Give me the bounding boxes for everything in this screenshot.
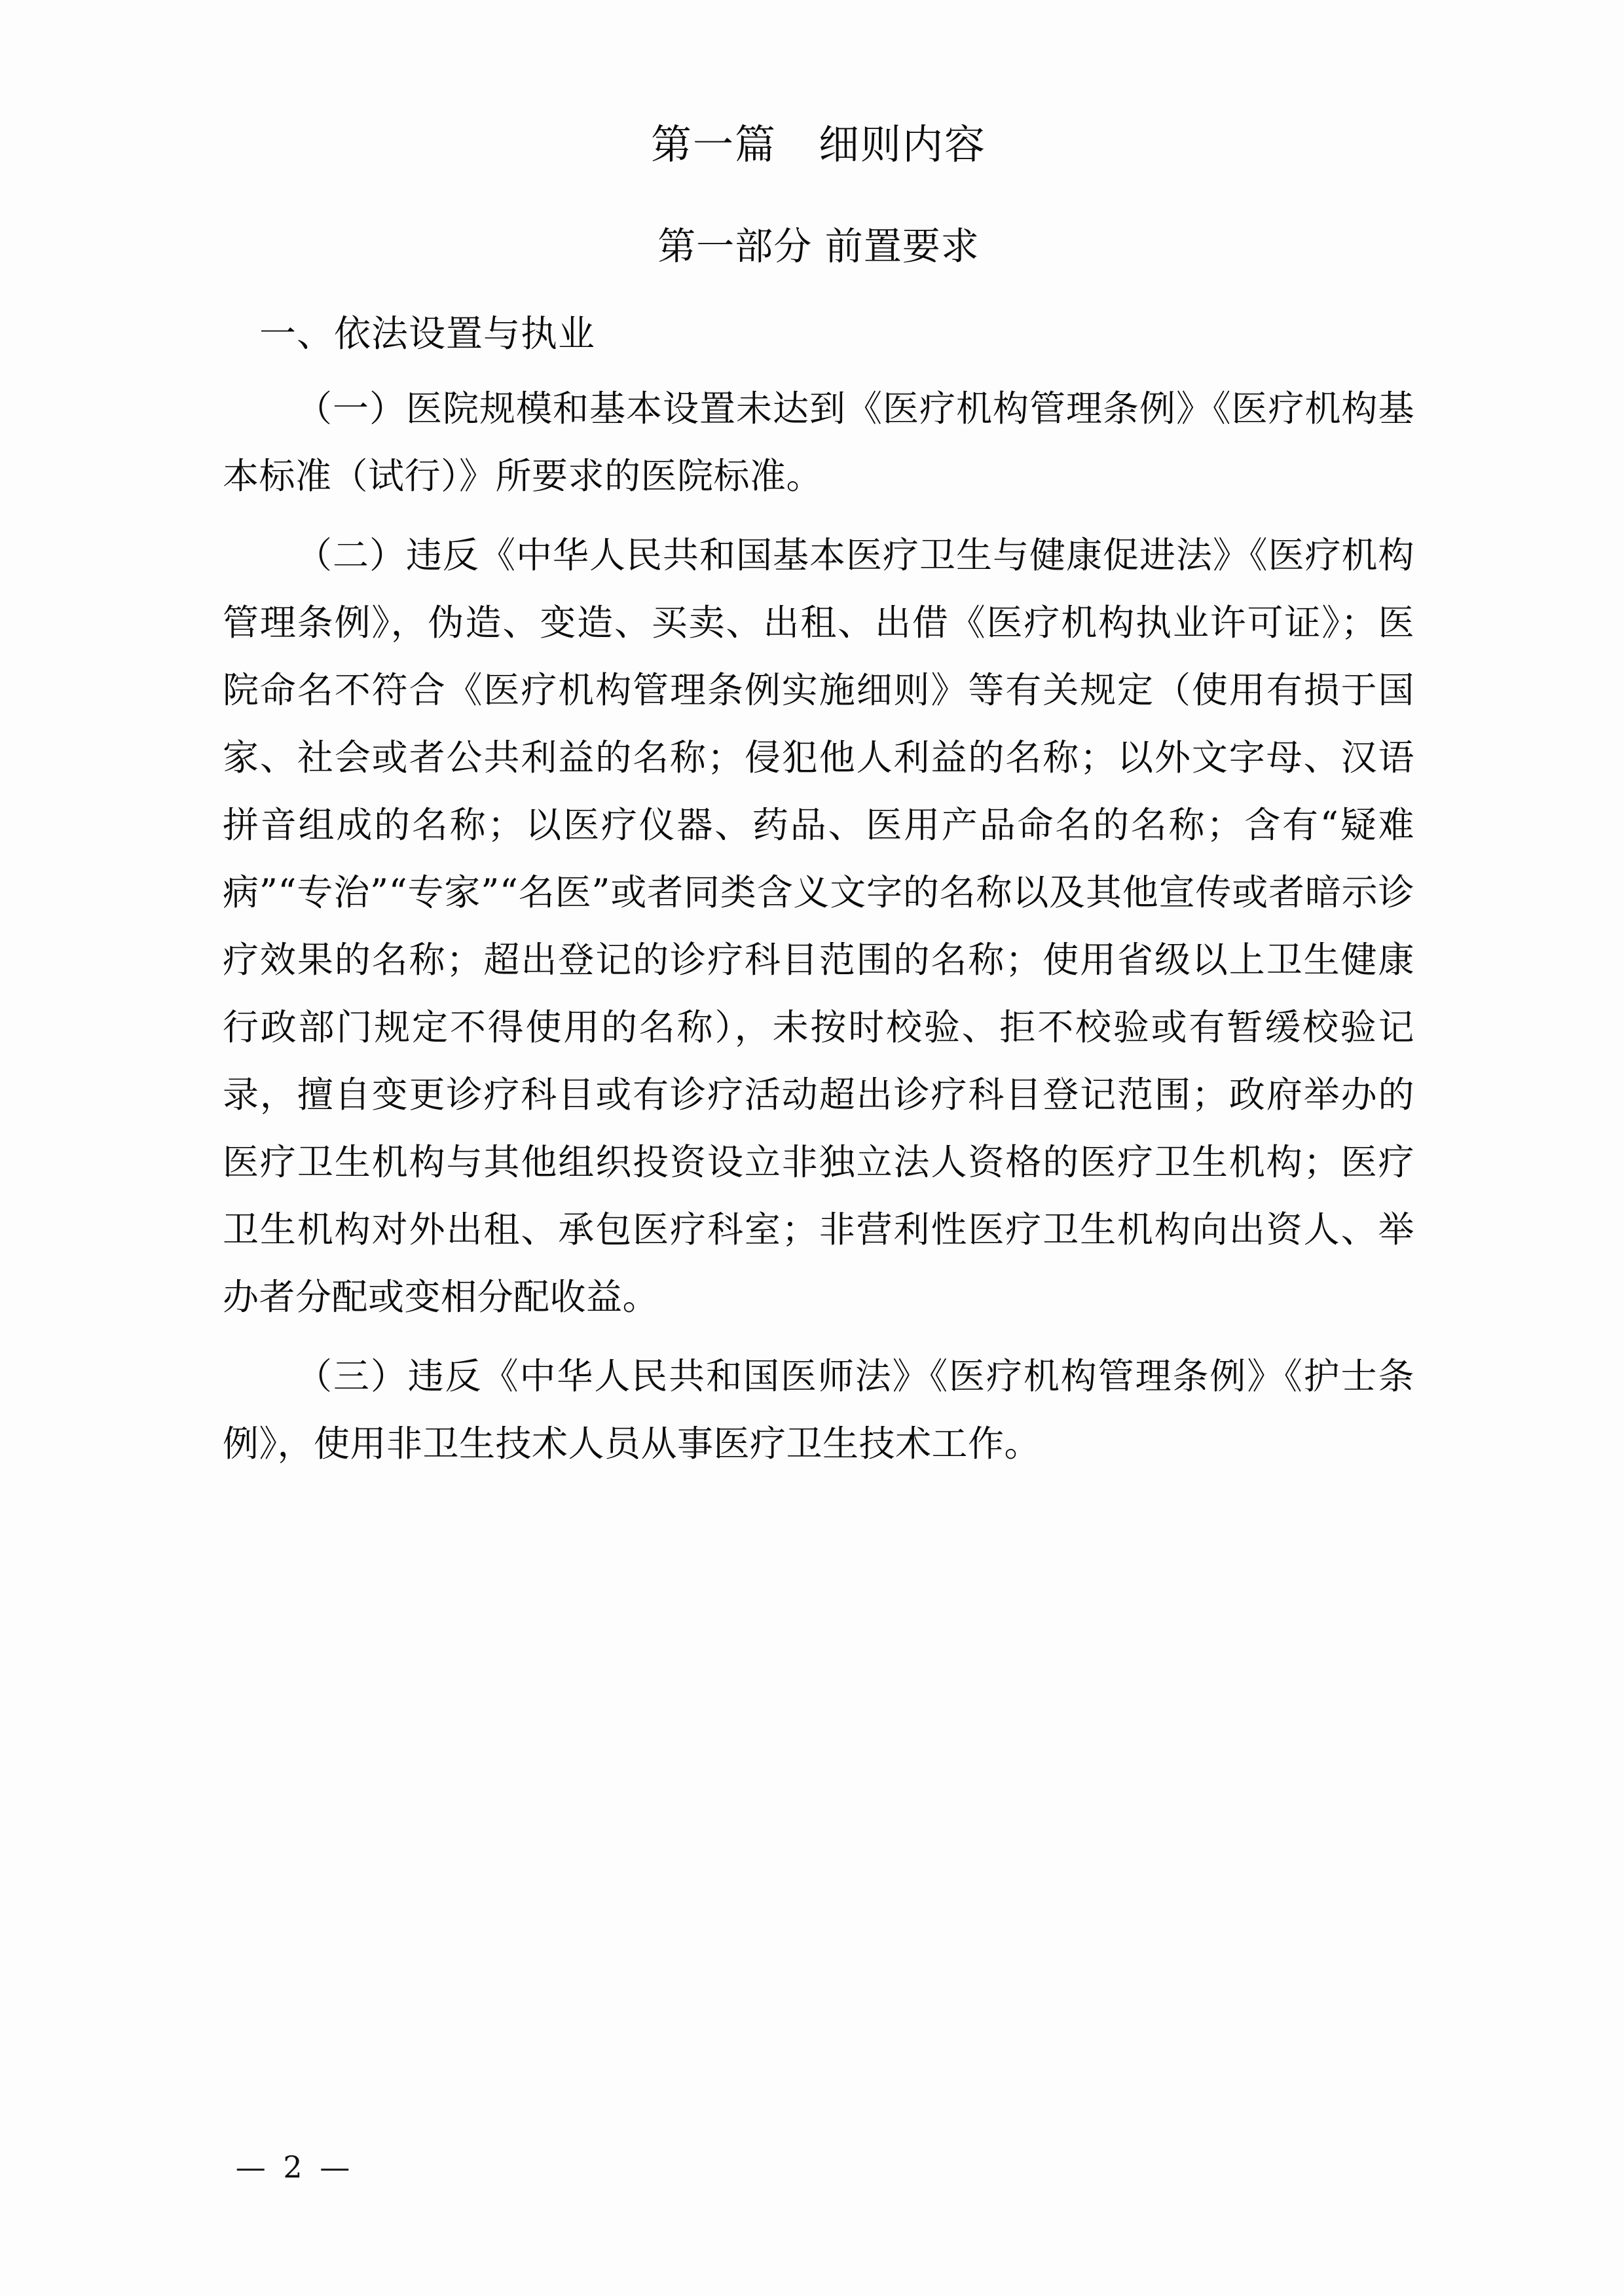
part-title: 第一部分 前置要求 [657,224,980,268]
paragraph-item-2: （二）违反《中华人民共和国基本医疗卫生与健康促进法》《医疗机构管理条例》，伪造、变造、买卖、出租、出借《医疗机构执业许可证》；医院命名不符合《医疗机构管理条例实施细则》等有关规定（使用有损于国家、社会或者公共利益的名称；侵犯他人利益的名称；以外文字母、汉语拼音组成的名称；以医疗仪器、药品、医用产品命名的名称；含有“疑难病”“专治”“专家”“名医”或者同类含义文字的名称以及其他宣传或者暗示诊疗效果的名称；超出登记的诊疗科目范围的名称；使用省级以上卫生健康行政部门规定不得使用的名称），未按时校验、拒不校验或有暂缓校验记录，擅自变更诊疗科目或有诊疗活动超出诊疗科目登记范围；政府举办的医疗卫生机构与其他组织投资设立非独立法人资格的医疗卫生机构；医疗卫生机构对外出租、承包医疗科室；非营利性医疗卫生机构向出资人、举办者分配或变相分配收益。 [223,534,1414,1318]
section-title: 一、依法设置与执业 [259,313,595,355]
paragraph-item-3: （三）违反《中华人民共和国医师法》《医疗机构管理条例》《护士条例》，使用非卫生技术人员从事医疗卫生技术工作。 [223,1355,1414,1465]
page-title: 第一篇 细则内容 [650,120,986,168]
page-content [223,0,1414,1478]
page-number-label: — 2 — [235,2149,354,2185]
paragraph-item-1: （一）医院规模和基本设置未达到《医疗机构管理条例》《医疗机构基本标准（试行）》所要求的医院标准。 [223,388,1414,497]
page-number [0,2149,1624,2185]
